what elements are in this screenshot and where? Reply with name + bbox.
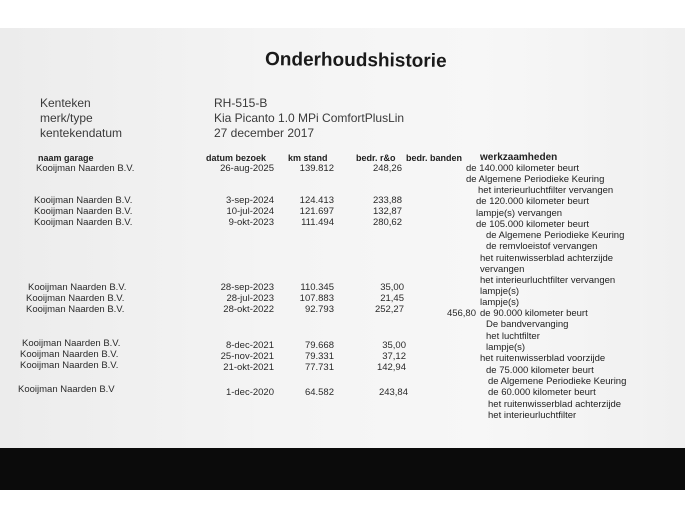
col-header-garage: naam garage xyxy=(38,153,94,163)
work-line: lampje(s) vervangen xyxy=(476,208,563,219)
row-garage: Kooijman Naarden B.V. xyxy=(22,338,121,349)
work-line: het ruitenwisserblad achterzijde xyxy=(488,399,622,410)
col-header-date: datum bezoek xyxy=(206,153,267,163)
page-title: Onderhoudshistorie xyxy=(264,49,447,72)
row-km: 110.345 xyxy=(300,282,334,293)
work-line: de remvloeistof vervangen xyxy=(486,241,598,252)
col-header-work: werkzaamheden xyxy=(480,152,558,163)
row-ro: 252,27 xyxy=(374,304,404,315)
row-km: 92.793 xyxy=(304,304,334,315)
row-garage: Kooijman Naarden B.V. xyxy=(34,217,133,228)
work-line: het interieurluchtfilter vervangen xyxy=(478,185,614,196)
row-garage: Kooijman Naarden B.V. xyxy=(34,195,133,206)
row-date: 28-jul-2023 xyxy=(226,293,274,304)
row-date: 28-okt-2022 xyxy=(223,304,274,315)
value-kentekendatum: 27 december 2017 xyxy=(214,126,315,140)
row-ro: 248,26 xyxy=(372,163,402,174)
row-km: 111.494 xyxy=(301,217,334,228)
row-km: 77.731 xyxy=(304,362,334,373)
work-line: lampje(s) xyxy=(486,342,526,353)
row-date: 3-sep-2024 xyxy=(225,195,274,206)
row-ro: 132,87 xyxy=(372,206,402,217)
row-date: 28-sep-2023 xyxy=(220,282,274,293)
col-header-banden: bedr. banden xyxy=(406,153,463,163)
document-page xyxy=(0,28,685,448)
row-garage: Kooijman Naarden B.V. xyxy=(34,206,133,217)
row-km: 121.697 xyxy=(299,206,334,217)
label-merk-type: merk/type xyxy=(40,111,93,125)
work-line: de Algemene Periodieke Keuring xyxy=(488,376,627,387)
work-line: lampje(s) xyxy=(480,297,520,308)
work-line: vervangen xyxy=(480,264,525,275)
row-ro: 233,88 xyxy=(372,195,402,206)
work-line: De bandvervanging xyxy=(486,319,569,330)
value-kenteken: RH-515-B xyxy=(214,96,268,110)
row-date: 1-dec-2020 xyxy=(225,387,274,398)
row-banden: 456,80 xyxy=(446,308,476,319)
work-line: de 60.000 kilometer beurt xyxy=(488,387,596,398)
work-line: het ruitenwisserblad voorzijde xyxy=(480,353,606,364)
row-km: 139.812 xyxy=(299,163,334,174)
row-ro: 37,12 xyxy=(382,351,406,362)
col-header-km: km stand xyxy=(288,153,328,163)
dark-background-strip xyxy=(0,448,685,490)
row-ro: 280,62 xyxy=(372,217,402,228)
value-merk-type: Kia Picanto 1.0 MPi ComfortPlusLin xyxy=(214,111,405,125)
work-line: de 90.000 kilometer beurt xyxy=(480,308,588,319)
row-garage: Kooijman Naarden B.V. xyxy=(26,293,125,304)
row-km: 79.331 xyxy=(304,351,334,362)
work-line: het interieurluchtfilter xyxy=(488,410,577,421)
row-date: 9-okt-2023 xyxy=(228,217,274,228)
row-garage: Kooijman Naarden B.V xyxy=(18,384,115,395)
label-kentekendatum: kentekendatum xyxy=(40,126,123,140)
row-garage: Kooijman Naarden B.V. xyxy=(20,360,119,371)
row-ro: 142,94 xyxy=(376,362,406,373)
row-km: 64.582 xyxy=(304,387,334,398)
row-ro: 35,00 xyxy=(382,340,406,351)
row-garage: Kooijman Naarden B.V. xyxy=(36,163,135,174)
work-line: de Algemene Periodieke Keuring xyxy=(466,174,605,185)
row-garage: Kooijman Naarden B.V. xyxy=(28,282,127,293)
row-date: 8-dec-2021 xyxy=(225,340,274,351)
row-km: 79.668 xyxy=(304,340,334,351)
row-ro: 243,84 xyxy=(378,387,408,398)
work-line: het ruitenwisserblad achterzijde xyxy=(480,253,614,264)
work-line: het interieurluchtfilter vervangen xyxy=(480,275,616,286)
work-line: de 140.000 kilometer beurt xyxy=(466,163,580,174)
row-date: 26-aug-2025 xyxy=(220,163,274,174)
row-garage: Kooijman Naarden B.V. xyxy=(26,304,125,315)
work-line: de Algemene Periodieke Keuring xyxy=(486,230,625,241)
label-kenteken: Kenteken xyxy=(40,96,91,110)
row-km: 124.413 xyxy=(299,195,334,206)
row-date: 21-okt-2021 xyxy=(223,362,274,373)
row-date: 25-nov-2021 xyxy=(220,351,274,362)
row-ro: 21,45 xyxy=(380,293,404,304)
row-km: 107.883 xyxy=(299,293,334,304)
work-line: lampje(s) xyxy=(480,286,520,297)
work-line: het luchtfilter xyxy=(486,331,540,342)
col-header-ro: bedr. r&o xyxy=(356,153,396,163)
work-line: de 75.000 kilometer beurt xyxy=(486,365,594,376)
row-date: 10-jul-2024 xyxy=(226,206,274,217)
row-garage: Kooijman Naarden B.V. xyxy=(20,349,119,360)
row-ro: 35,00 xyxy=(380,282,404,293)
work-line: de 120.000 kilometer beurt xyxy=(476,196,590,207)
work-line: de 105.000 kilometer beurt xyxy=(476,219,590,230)
